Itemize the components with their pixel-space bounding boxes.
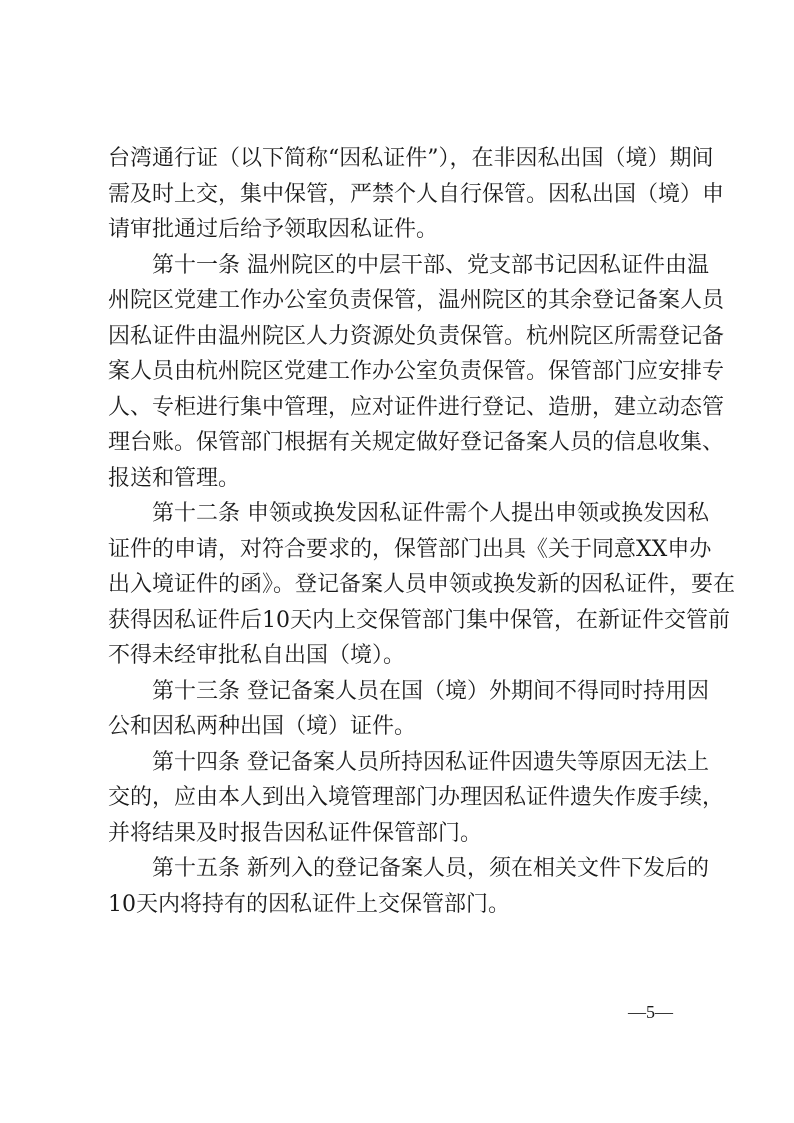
text-line: 不得未经审批私自出国（境）。: [108, 643, 406, 668]
text-line: 并将结果及时报告因私证件保管部门。: [108, 820, 483, 846]
text-line: 证件的申请，对符合要求的，保管部门出具《关于同意XX申办: [108, 536, 712, 562]
article-11-heading-line: 第十一条 温州院区的中层干部、党支部书记因私证件由温: [152, 252, 709, 278]
article-15-heading-line: 第十五条 新列入的登记备案人员，须在相关文件下发后的: [152, 856, 709, 881]
article-12-heading-line: 第十二条 申领或换发因私证件需个人提出申领或换发因私: [152, 501, 709, 526]
text-line: 需及时上交，集中保管，严禁个人自行保管。因私出国（境）申: [108, 181, 725, 207]
text-line: 人、专柜进行集中管理，应对证件进行登记、造册，建立动态管: [108, 394, 725, 420]
document-body: [108, 141, 736, 922]
article-14-heading-line: 第十四条 登记备案人员所持因私证件因遗失等原因无法上: [152, 749, 709, 775]
text-line: 交的，应由本人到出入境管理部门办理因私证件遗失作废手续，: [108, 785, 725, 810]
text-line: 报送和管理。: [108, 465, 241, 491]
text-line: 请审批通过后给予领取因私证件。: [108, 217, 439, 242]
text-line: 因私证件由温州院区人力资源处负责保管。杭州院区所需登记备: [108, 323, 725, 349]
text-line: 10天内将持有的因私证件上交保管部门。: [108, 891, 510, 917]
text-line: 出入境证件的函》。登记备案人员申领或换发新的因私证件，要在: [108, 572, 736, 597]
text-line: 获得因私证件后10天内上交保管部门集中保管，在新证件交管前: [108, 607, 730, 633]
article-13-heading-line: 第十三条 登记备案人员在国（境）外期间不得同时持用因: [152, 678, 709, 704]
text-line: 理台账。保管部门根据有关规定做好登记备案人员的信息收集、: [108, 430, 725, 455]
text-line: 台湾通行证（以下简称“因私证件”），在非因私出国（境）期间: [108, 146, 714, 171]
text-line: 公和因私两种出国（境）证件。: [108, 714, 417, 739]
text-line: 州院区党建工作办公室负责保管，温州院区的其余登记备案人员: [108, 288, 725, 313]
page-number: —5—: [628, 1002, 673, 1022]
text-line: 案人员由杭州院区党建工作办公室负责保管。保管部门应安排专: [108, 359, 725, 384]
